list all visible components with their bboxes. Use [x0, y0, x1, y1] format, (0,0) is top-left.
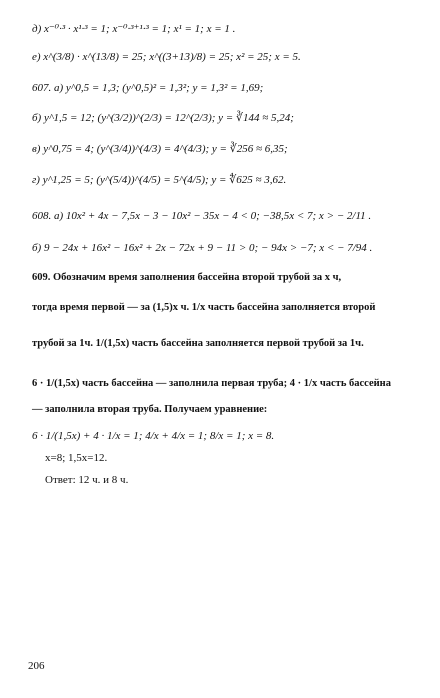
- line-5: в) y^0,75 = 4; (y^(3/4))^(4/3) = 4^(4/3); y = ∛256 ≈ 6,35;: [32, 143, 288, 155]
- line-11: трубой за 1ч. 1/(1,5x) часть бассейна заполняется первой трубой за 1ч.: [32, 338, 364, 349]
- line-14: 6 · 1/(1,5x) + 4 · 1/x = 1; 4/x + 4/x = 1; 8/x = 1; x = 8.: [32, 430, 275, 442]
- line-6: г) y^1,25 = 5; (y^(5/4))^(4/5) = 5^(4/5); y = ∜625 ≈ 3,62.: [32, 174, 287, 186]
- line-15: x=8; 1,5x=12.: [45, 452, 108, 464]
- line-3: 607. а) y^0,5 = 1,3; (y^0,5)² = 1,3²; y = 1,3² = 1,69;: [32, 82, 264, 94]
- line-1: д) x⁻⁰·³ · x¹·³ = 1; x⁻⁰·³⁺¹·³ = 1; x¹ = 1; x = 1 .: [32, 23, 236, 35]
- line-13: — заполнила вторая труба. Получаем уравнение:: [32, 404, 268, 415]
- line-16: Ответ: 12 ч. и 8 ч.: [45, 474, 129, 486]
- line-8: б) 9 − 24x + 16x² − 16x² + 2x − 72x + 9 − 11 > 0; − 94x > −7; x < − 7/94 .: [32, 242, 373, 254]
- line-2: е) x^(3/8) · x^(13/8) = 25; x^((3+13)/8) = 25; x² = 25; x = 5.: [32, 51, 301, 63]
- line-4: б) y^1,5 = 12; (y^(3/2))^(2/3) = 12^(2/3); y = ∛144 ≈ 5,24;: [32, 112, 294, 124]
- page-number: 206: [28, 660, 45, 672]
- line-7: 608. а) 10x² + 4x − 7,5x − 3 − 10x² − 35x − 4 < 0; −38,5x < 7; x > − 2/11 .: [32, 210, 372, 222]
- line-12: 6 · 1/(1,5x) часть бассейна — заполнила первая труба; 4 · 1/x часть бассейна: [32, 378, 391, 389]
- line-9: 609. Обозначим время заполнения бассейна второй трубой за x ч,: [32, 272, 342, 283]
- line-10: тогда время первой — за (1,5)x ч. 1/x часть бассейна заполняется второй: [32, 302, 376, 313]
